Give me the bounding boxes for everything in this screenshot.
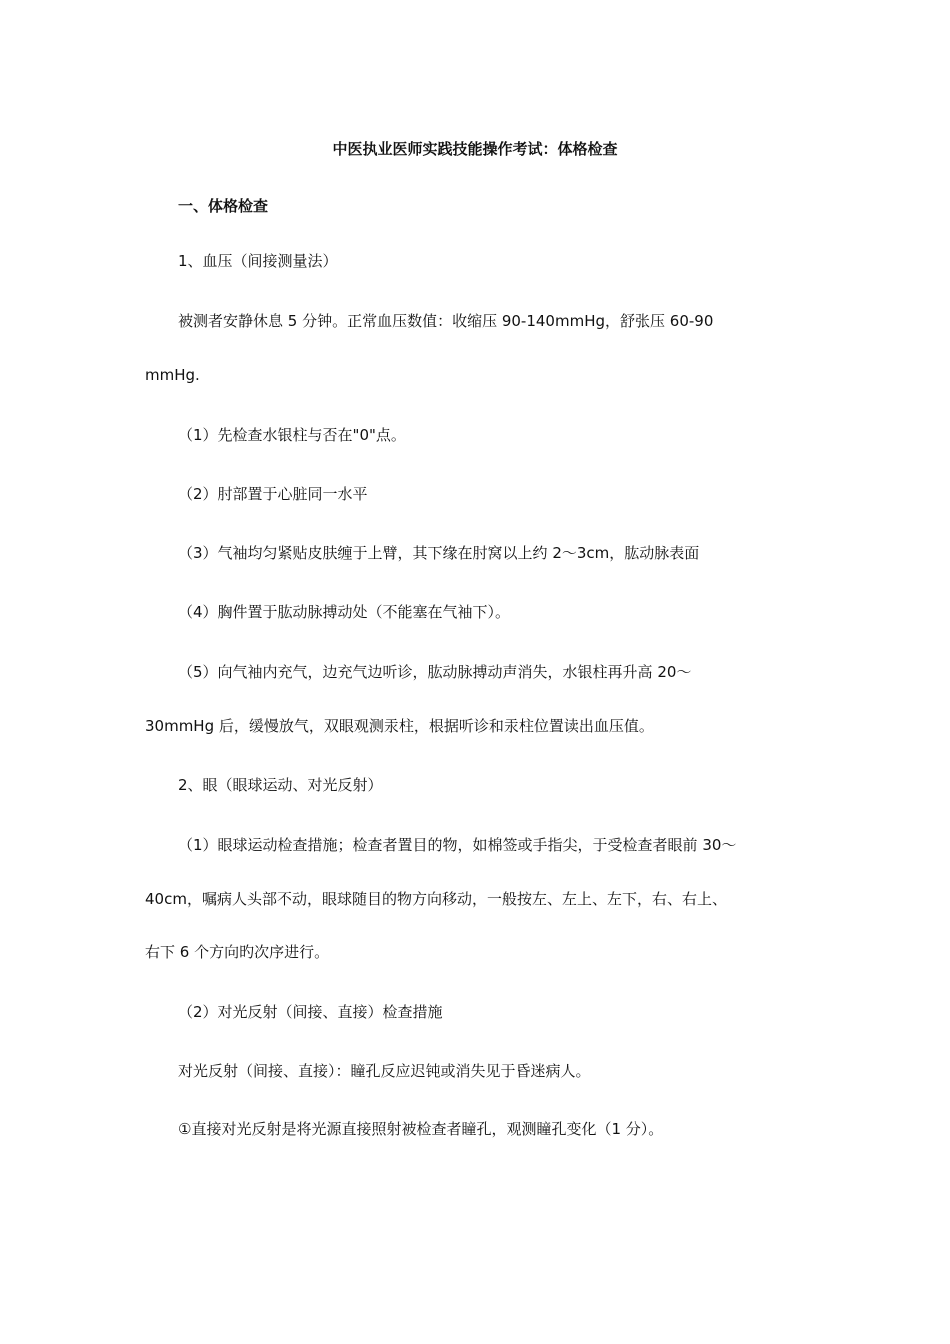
bp-step-5-line-1: （5）向气袖内充气，边充气边听诊，肱动脉搏动声消失，水银柱再升高 20～ [178,663,692,681]
bp-step-1: （1）先检查水银柱与否在"0"点。 [178,426,406,444]
bp-step-4: （4）胸件置于肱动脉搏动处（不能塞在气袖下）。 [178,603,511,621]
eye-step-1-line-3: 右下 6 个方向旳次序进行。 [145,943,330,961]
eye-step-2: （2）对光反射（间接、直接）检查措施 [178,1003,443,1021]
eye-direct-reflex: ①直接对光反射是将光源直接照射被检查者瞳孔，观测瞳孔变化（1 分）。 [178,1120,664,1138]
bp-step-3: （3）气袖均匀紧贴皮肤缠于上臂，其下缘在肘窝以上约 2～3cm，肱动脉表面 [178,544,700,562]
bp-intro-line-2: mmHg. [145,366,200,384]
eye-heading: 2、眼（眼球运动、对光反射） [178,776,383,794]
eye-step-1-line-2: 40cm，嘱病人头部不动，眼球随目的物方向移动，一般按左、左上、左下，右、右上、 [145,890,727,908]
page-title: 中医执业医师实践技能操作考试：体格检查 [332,140,618,158]
bp-step-2: （2）肘部置于心脏同一水平 [178,485,368,503]
eye-step-1-line-1: （1）眼球运动检查措施；检查者置目的物，如棉签或手指尖，于受检查者眼前 30～ [178,836,737,854]
bp-heading: 1、血压（间接测量法） [178,252,338,270]
section-heading: 一、体格检查 [178,197,269,215]
bp-intro-line-1: 被测者安静休息 5 分钟。正常血压数值：收缩压 90-140mmHg，舒张压 60-90 [178,312,714,330]
eye-reflex-note: 对光反射（间接、直接）：瞳孔反应迟钝或消失见于昏迷病人。 [178,1062,591,1080]
bp-step-5-line-2: 30mmHg 后，缓慢放气，双眼观测汞柱，根据听诊和汞柱位置读出血压值。 [145,717,654,735]
